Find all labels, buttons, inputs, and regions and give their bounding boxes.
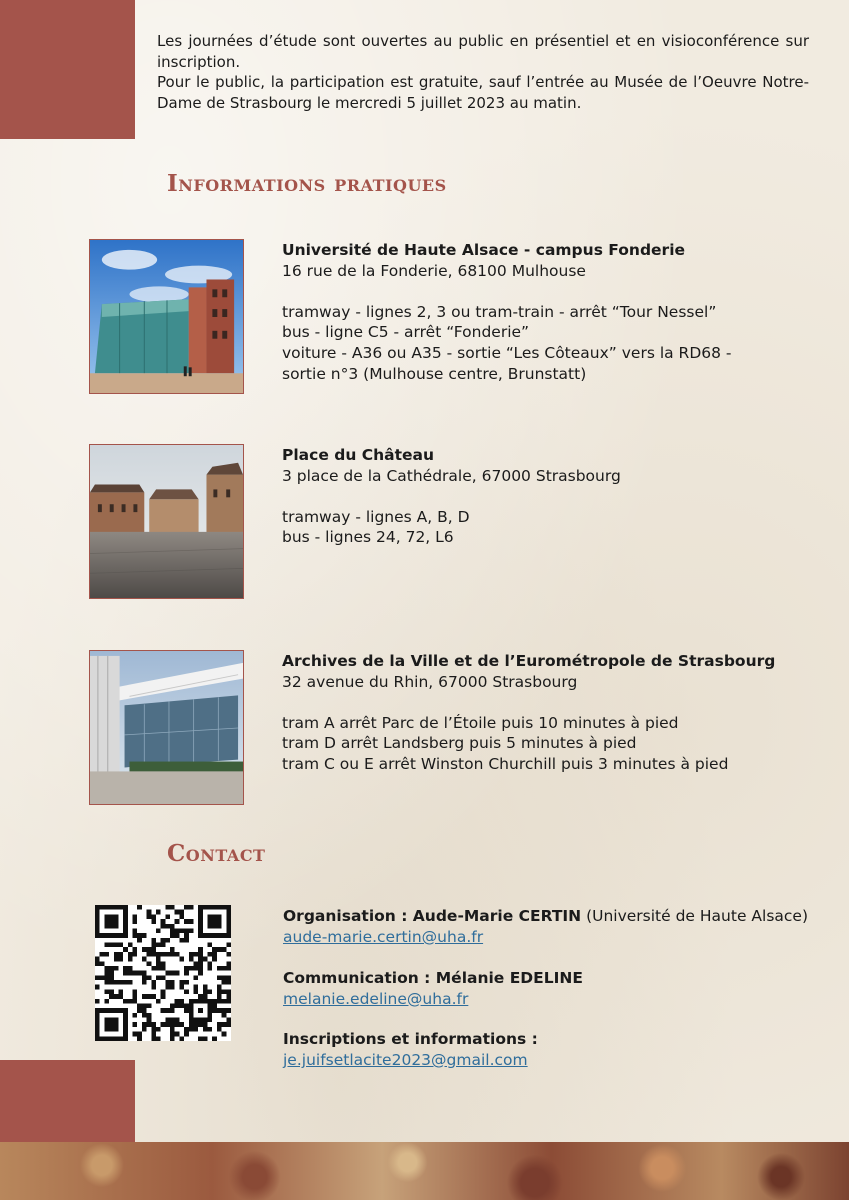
location-address: 3 place de la Cathédrale, 67000 Strasbourg	[282, 466, 621, 485]
transport-line: bus - lignes 24, 72, L6	[282, 528, 454, 547]
contact-inscriptions	[283, 1029, 808, 1071]
qr-code[interactable]	[95, 905, 231, 1041]
location-name: Université de Haute Alsace - campus Fonderie	[282, 241, 686, 259]
decorative-corner-top	[0, 0, 135, 139]
email-link[interactable]: melanie.edeline@uha.fr	[283, 989, 469, 1008]
email-link[interactable]: je.juifsetlacite2023@gmail.com	[283, 1051, 528, 1069]
location-fonderie	[282, 240, 732, 384]
location-photo-place-du-chateau	[89, 444, 244, 599]
intro-text	[157, 31, 809, 113]
section-title-practical-info: Informations pratiques	[167, 170, 447, 197]
contact-list	[283, 906, 808, 1091]
email-link[interactable]: aude-marie.certin@uha.fr	[283, 928, 484, 946]
location-photo-fonderie	[89, 239, 244, 394]
transport-line: tram D arrêt Landsberg puis 5 minutes à pied	[282, 734, 637, 753]
location-address: 32 avenue du Rhin, 67000 Strasbourg	[282, 672, 578, 691]
transport-line: tramway - lignes A, B, D	[282, 507, 470, 526]
transport-line: tram C ou E arrêt Winston Churchill puis 3 minutes à pied	[282, 754, 729, 773]
location-place-du-chateau	[282, 445, 621, 548]
transport-line: tramway - lignes 2, 3 ou tram-train - arrêt “Tour Nessel”	[282, 302, 717, 321]
transport-line: bus - ligne C5 - arrêt “Fonderie”	[282, 323, 530, 342]
decorative-corner-bottom	[0, 1060, 135, 1150]
contact-role: Communication : Mélanie EDELINE	[283, 968, 583, 987]
decorative-bottom-banner	[0, 1142, 849, 1200]
contact-role: Organisation : Aude-Marie CERTIN	[283, 907, 582, 925]
transport-line: sortie n°3 (Mulhouse centre, Brunstatt)	[282, 364, 587, 383]
intro-paragraph-2: Pour le public, la participation est gratuite, sauf l’entrée au Musée de l’Oeuvre Notre-Dame de Strasbourg le mercredi 5 juillet 2023 au matin.	[157, 73, 809, 112]
transport-line: voiture - A36 ou A35 - sortie “Les Côteaux” vers la RD68 -	[282, 343, 732, 362]
location-photo-archives	[89, 650, 244, 805]
location-address: 16 rue de la Fonderie, 68100 Mulhouse	[282, 261, 586, 280]
location-archives	[282, 651, 775, 775]
contact-organisation	[283, 906, 808, 948]
transport-line: tram A arrêt Parc de l’Étoile puis 10 minutes à pied	[282, 713, 679, 732]
location-name: Place du Château	[282, 446, 435, 464]
section-title-contact: Contact	[167, 840, 266, 867]
location-name: Archives de la Ville et de l’Eurométropole de Strasbourg	[282, 652, 776, 670]
intro-paragraph-1: Les journées d’étude sont ouvertes au public en présentiel et en visioconférence sur inscription.	[157, 32, 809, 71]
contact-affiliation: (Université de Haute Alsace)	[581, 907, 809, 925]
contact-role: Inscriptions et informations :	[283, 1030, 538, 1048]
contact-communication	[283, 968, 808, 1010]
